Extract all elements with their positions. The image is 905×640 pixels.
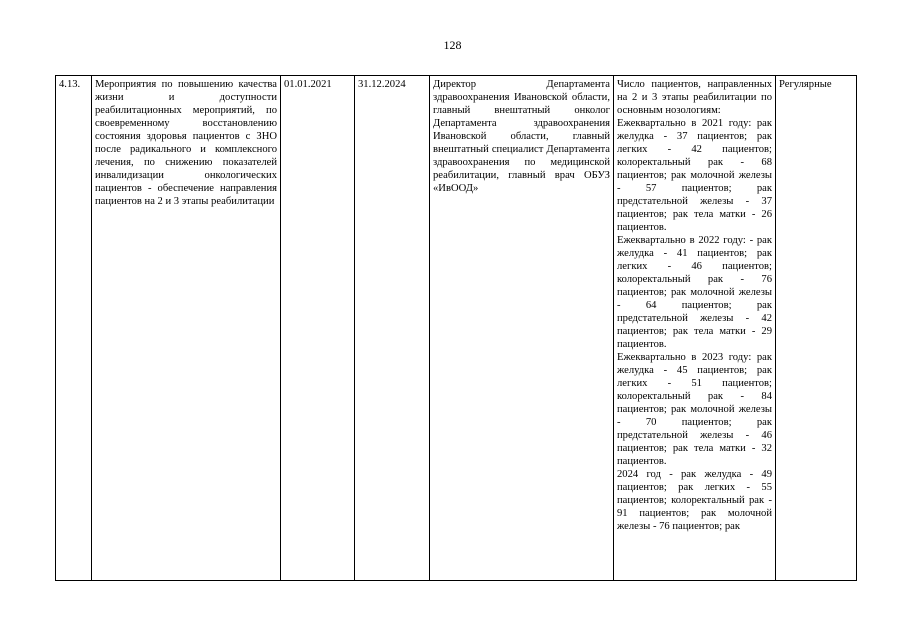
result-2023: Ежеквартально в 2023 году: рак желудка - 45 пациентов; рак легких - 51 пациентов; колоректальный рак - 84 пациентов; рак молочной железы - 70 пациентов; рак предстательной железы - 46 пациентов; рак тела матки - 32 пациентов.	[617, 352, 772, 467]
cell-end-date: 31.12.2024	[355, 76, 430, 581]
result-2021: Ежеквартально в 2021 году: рак желудка - 37 пациентов; рак легких - 42 пациентов; колоректальный рак - 68 пациентов; рак молочной железы - 57 пациентов; рак предстательной железы - 37 пациентов; рак тела матки - 26 пациентов.	[617, 118, 772, 233]
table-row	[56, 76, 857, 581]
result-intro: Число пациентов, направленных на 2 и 3 этапы реабилитации по основным нозологиям:	[617, 79, 772, 116]
cell-frequency: Регулярные	[776, 76, 857, 581]
result-2022: Ежеквартально в 2022 году: - рак желудка - 41 пациентов; рак легких - 46 пациентов; колоректальный рак - 76 пациентов; рак молочной железы - 64 пациентов; рак предстательной железы - 42 пациентов; рак тела матки - 29 пациентов.	[617, 235, 772, 350]
cell-start-date: 01.01.2021	[281, 76, 355, 581]
activity-table	[55, 75, 857, 581]
result-2024: 2024 год - рак желудка - 49 пациентов; рак легких - 55 пациентов; колоректальный рак - 91 пациентов; рак молочной железы - 76 пациентов; рак	[617, 469, 772, 532]
page-number: 128	[443, 38, 462, 52]
cell-activity: Мероприятия по повышению качества жизни и доступности реабилитационных мероприятий, по своевременному восстановлению состояния здоровья пациентов с ЗНО после радикального и комплексного лечения, по снижению показателей инвалидизации онкологических пациентов - обеспечение направления пациентов на 2 и 3 этапы реабилитации	[92, 76, 281, 581]
cell-number: 4.13.	[56, 76, 92, 581]
cell-responsible: Директор Департамента здравоохранения Ивановской области, главный внештатный онколог Департамента здравоохранения Ивановской области, главный внештатный специалист Департамента здравоохранения по медицинской реабилитации, главный врач ОБУЗ «ИвООД»	[430, 76, 614, 581]
cell-result	[614, 76, 776, 581]
